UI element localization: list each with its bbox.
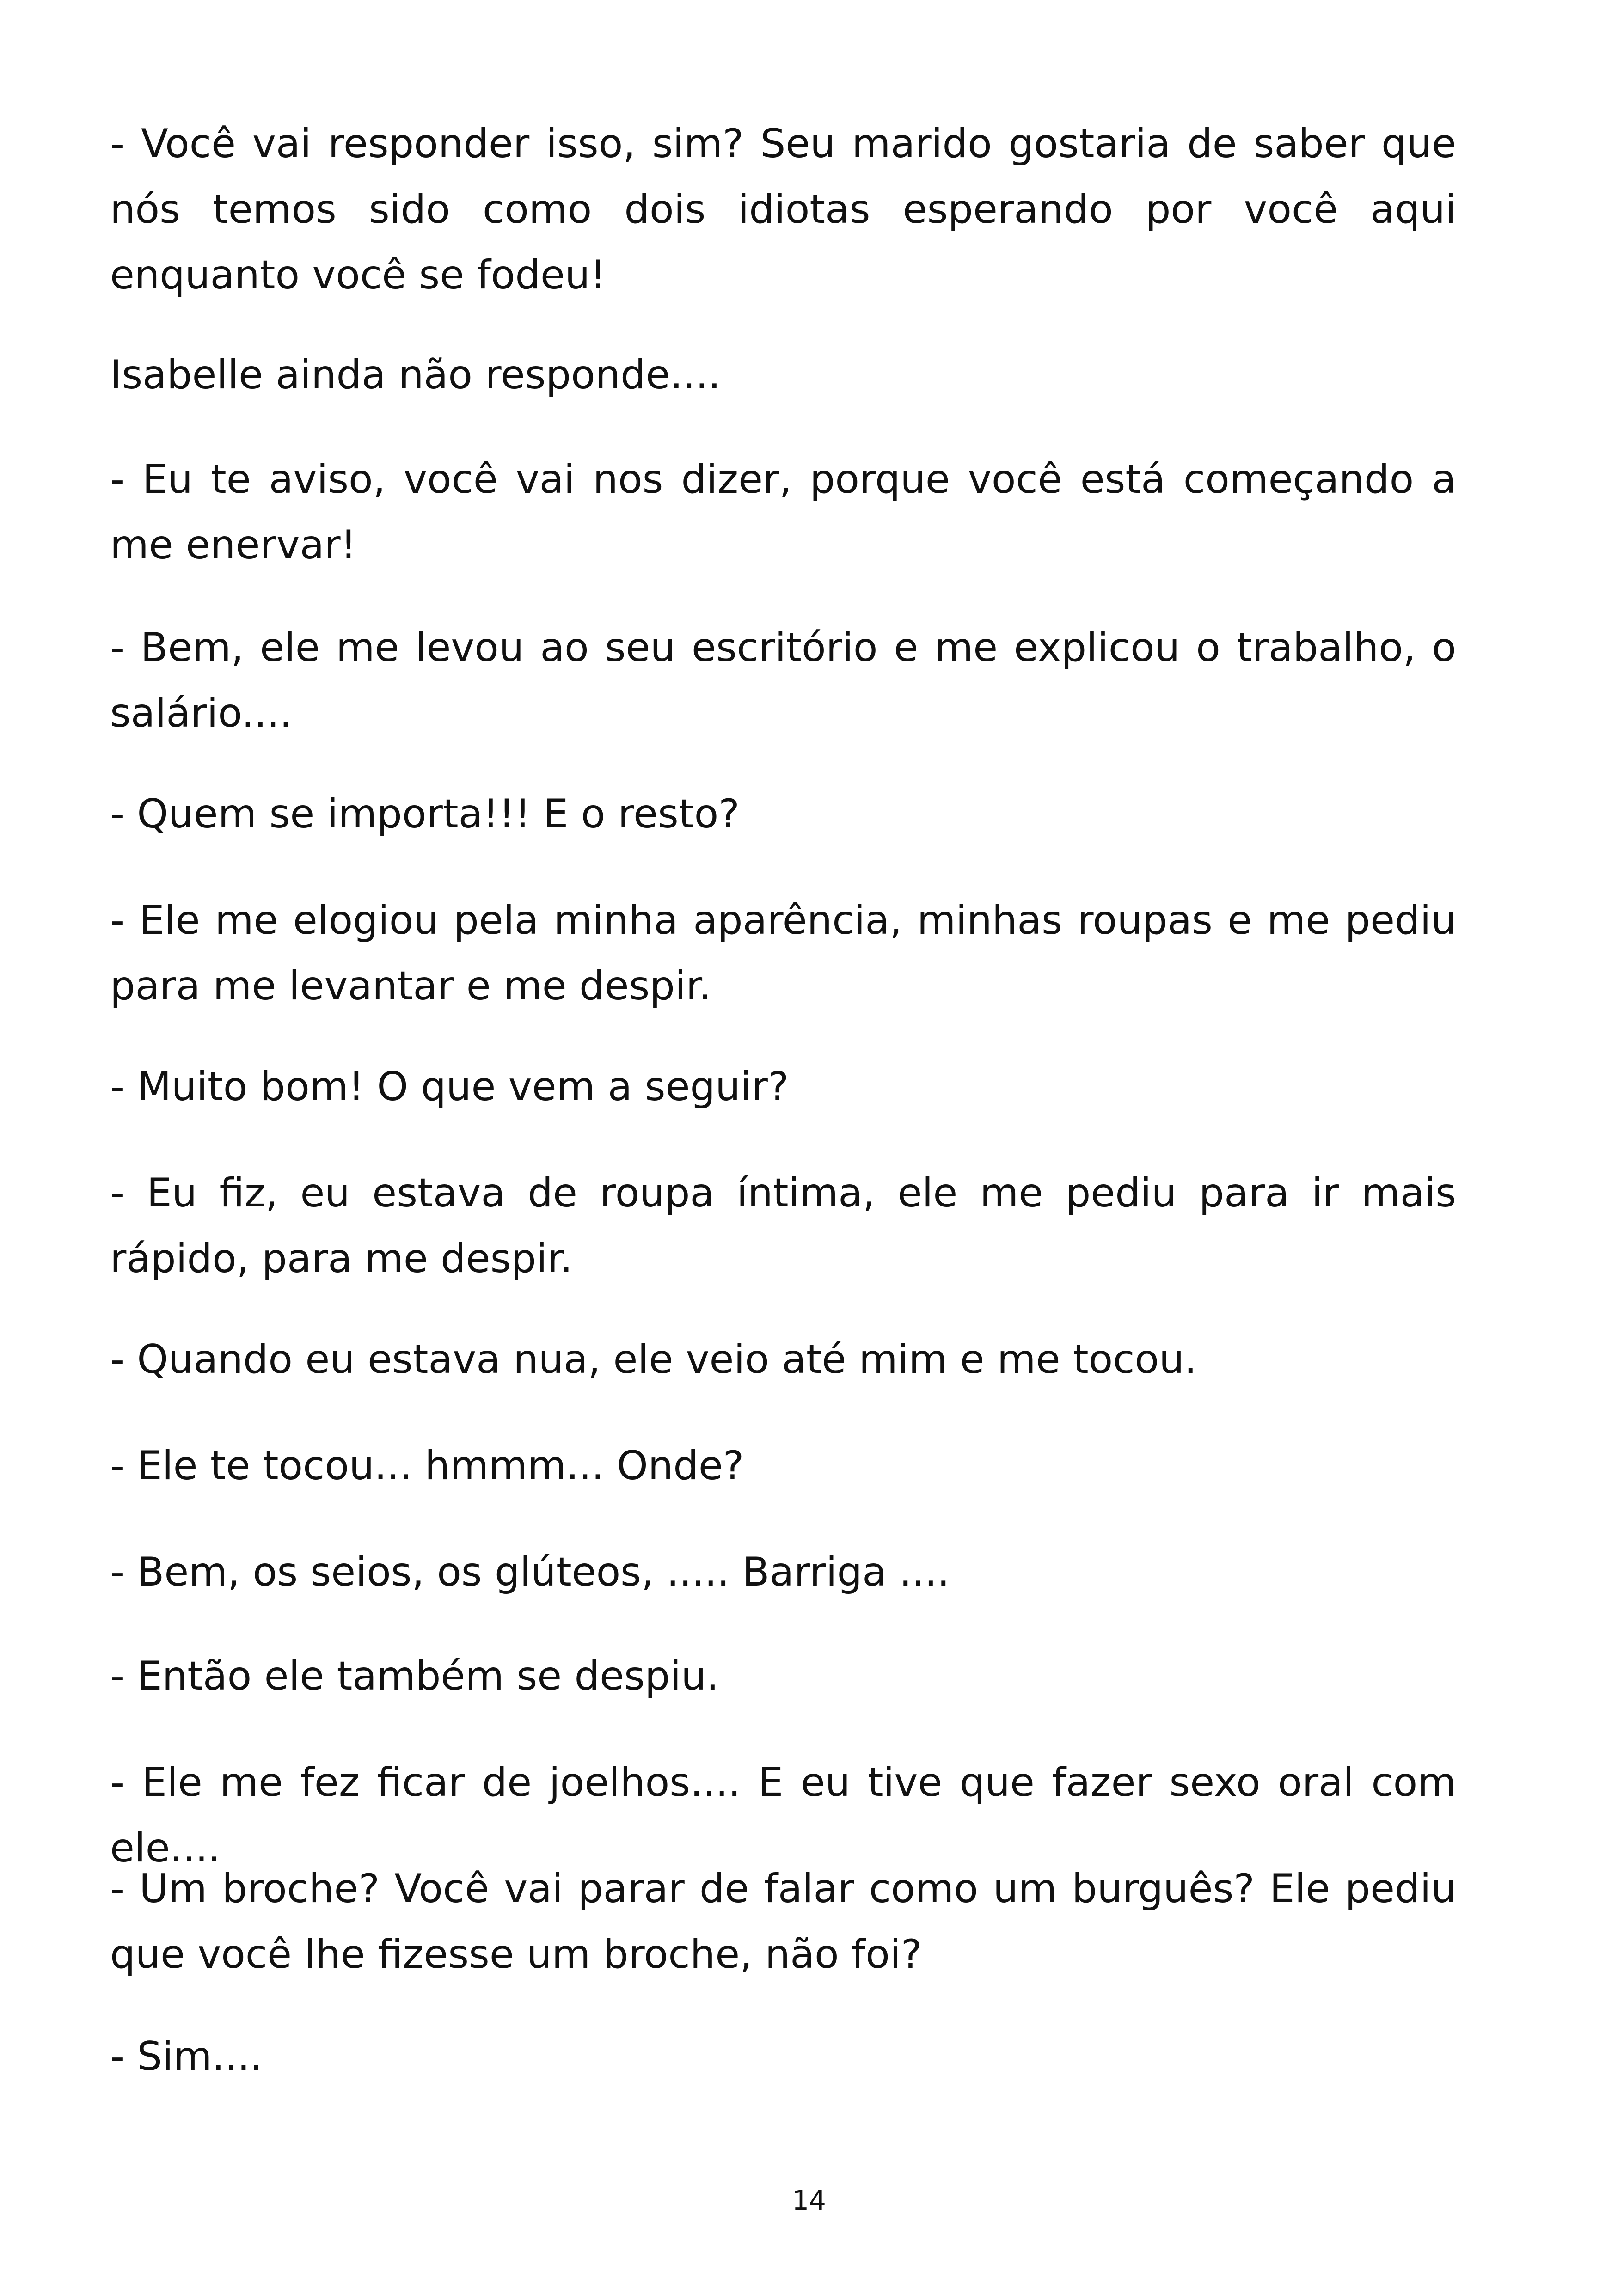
paragraph-11: - Bem, os seios, os glúteos, ..... Barriga .... [110, 1549, 950, 1595]
paragraph-5: - Quem se importa!!! E o resto? [110, 791, 740, 837]
paragraph-9: - Quando eu estava nua, ele veio até mim e me tocou. [110, 1336, 1197, 1383]
paragraph-6: - Ele me elogiou pela minha aparência, minhas roupas e me pediu para me levantar e me despir. [110, 897, 1456, 1009]
paragraph-10: - Ele te tocou... hmmm... Onde? [110, 1443, 744, 1489]
page-number: 14 [792, 2185, 826, 2216]
paragraph-4: - Bem, ele me levou ao seu escritório e me explicou o trabalho, o salário.... [110, 625, 1456, 736]
paragraph-3: - Eu te aviso, você vai nos dizer, porque você está começando a me enervar! [110, 456, 1456, 568]
paragraph-7: - Muito bom! O que vem a seguir? [110, 1064, 789, 1110]
paragraph-8: - Eu fiz, eu estava de roupa íntima, ele me pediu para ir mais rápido, para me despir. [110, 1170, 1456, 1282]
paragraph-13: - Ele me fez ficar de joelhos.... E eu tive que fazer sexo oral com ele.... [110, 1759, 1456, 1871]
paragraph-15: - Sim.... [110, 2033, 263, 2080]
paragraph-2: Isabelle ainda não responde.... [110, 352, 721, 398]
paragraph-12: - Então ele também se despiu. [110, 1653, 719, 1699]
paragraph-1: - Você vai responder isso, sim? Seu marido gostaria de saber que nós temos sido como dois idiotas esperando por você aqui enquanto você se fodeu! [110, 121, 1456, 298]
paragraph-14: - Um broche? Você vai parar de falar como um burguês? Ele pediu que você lhe fizesse um broche, não foi? [110, 1866, 1456, 1978]
